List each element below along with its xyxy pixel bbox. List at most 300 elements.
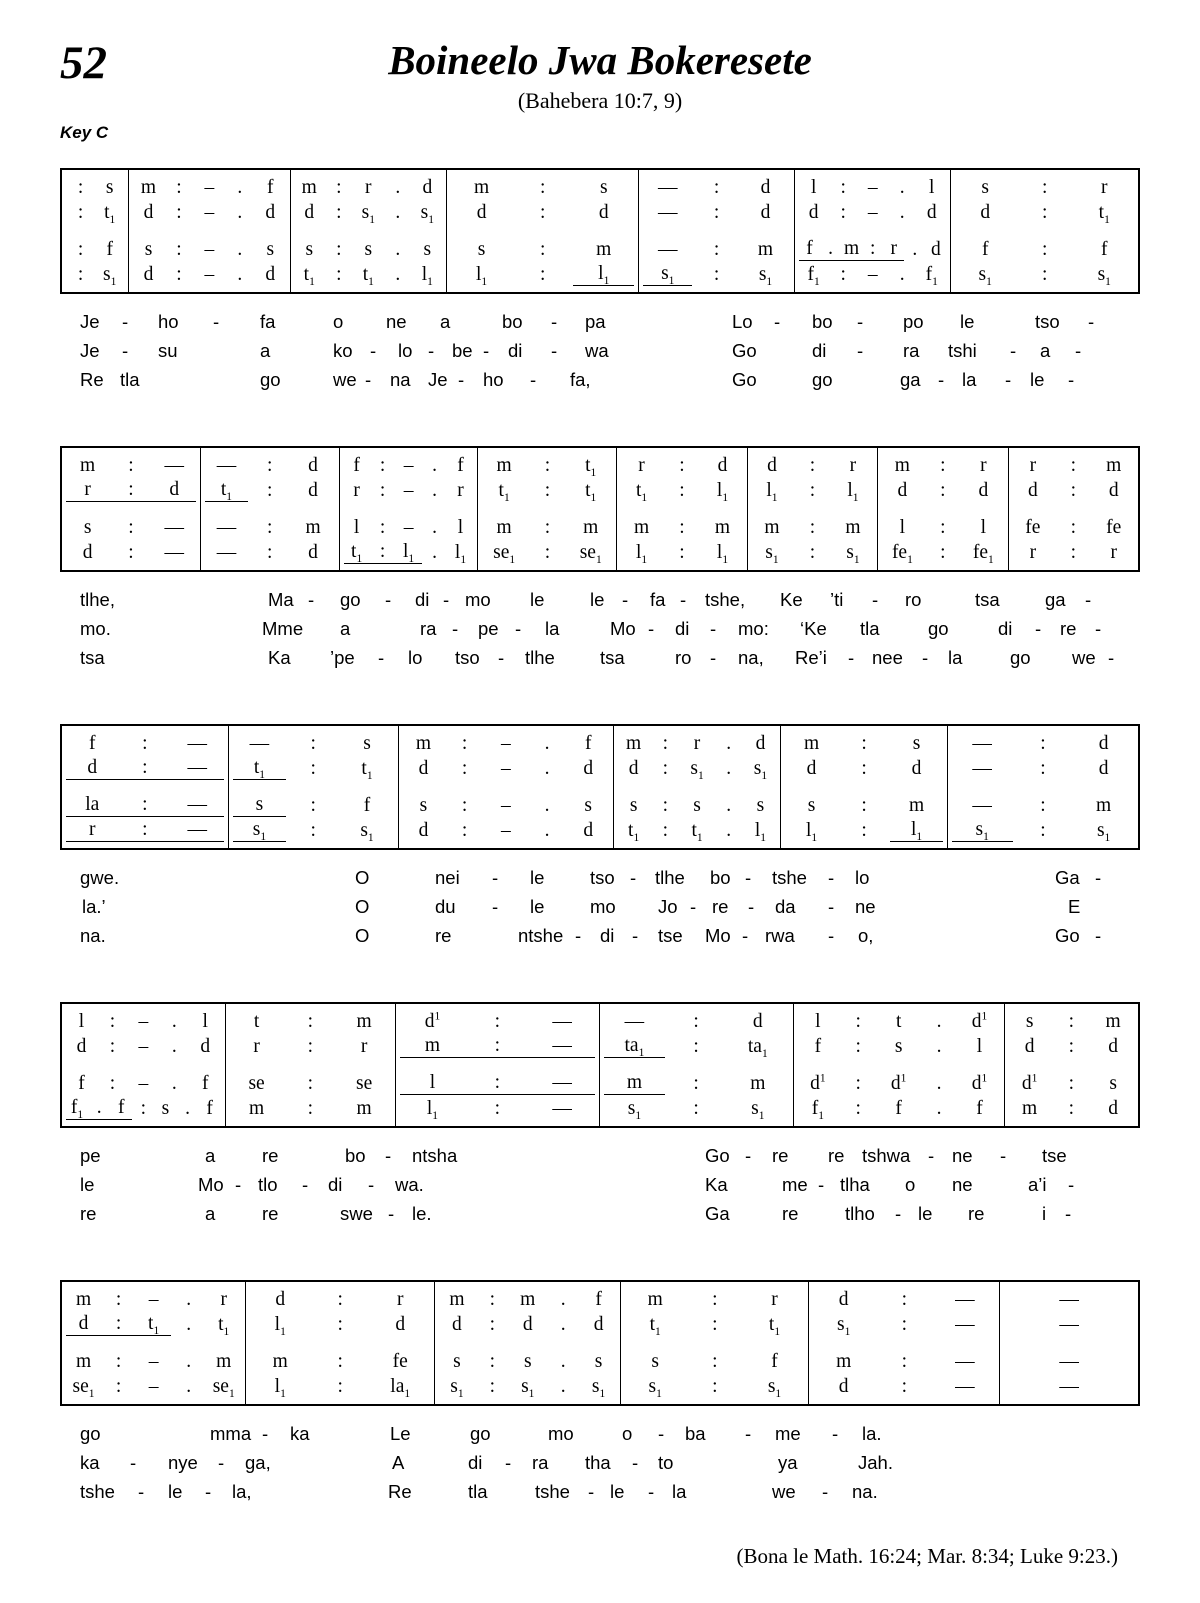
solfa-token: : <box>310 820 316 841</box>
lyric-syllable: ne <box>952 1174 973 1195</box>
lyric-line-verse-2 <box>60 1452 1140 1481</box>
solfa-token: f <box>595 1289 602 1310</box>
solfa-token: $s_1$ <box>846 542 860 566</box>
solfa-token: — <box>530 1035 595 1058</box>
solfa-token: m <box>583 517 599 538</box>
solfa-token: : <box>712 1351 718 1372</box>
solfa-token: : <box>336 202 342 223</box>
solfa-token: f <box>353 455 360 476</box>
lyric-syllable: - <box>551 311 558 332</box>
lyric-syllable: - <box>308 589 315 610</box>
solfa-token: : <box>544 455 551 476</box>
lyric-syllable: di <box>675 618 690 639</box>
voice-line-tenor <box>205 514 335 539</box>
solfa-token: s <box>599 177 608 198</box>
solfa-token: : <box>679 517 685 538</box>
measure <box>809 1282 1000 1404</box>
voice-line-bass <box>482 539 612 564</box>
lyric-syllable: - <box>632 925 639 946</box>
solfa-token: $l_1$ <box>805 820 818 844</box>
voice-pair-gap <box>752 502 873 514</box>
solfa-token: — <box>164 455 184 476</box>
key-signature: Key C <box>60 123 109 143</box>
solfa-token: – <box>138 1036 149 1057</box>
lyric-syllable: - <box>515 618 522 639</box>
solfa-token: . <box>936 1011 942 1032</box>
solfa-token: – <box>148 1351 159 1372</box>
voice-line-alto <box>785 755 943 780</box>
solfa-token: . <box>395 202 401 223</box>
solfa-token: $l_1$ <box>426 1098 439 1122</box>
lyric-syllable: - <box>828 896 835 917</box>
solfa-token: m <box>894 455 910 476</box>
lyric-syllable: ga <box>900 369 921 390</box>
solfa-token: . <box>171 1011 177 1032</box>
lyric-syllable: ya <box>778 1452 798 1473</box>
solfa-token: $l_1$ <box>476 264 488 288</box>
voice-line-bass <box>798 1095 1000 1120</box>
solfa-token: la <box>66 794 119 817</box>
lyric-syllable: tshi <box>948 340 977 361</box>
solfa-token: l <box>980 517 987 538</box>
solfa-token: — <box>972 758 992 779</box>
solfa-token: f <box>267 177 274 198</box>
solfa-token: m <box>757 239 774 260</box>
solfa-token: : <box>1042 177 1048 198</box>
lyric-syllable: di <box>600 925 615 946</box>
solfa-token: d <box>1027 480 1038 501</box>
solfa-token: d <box>76 1036 87 1057</box>
lyric-syllable: - <box>1095 925 1102 946</box>
voice-line-bass <box>643 261 790 286</box>
voice-line-soprano <box>799 174 947 199</box>
solfa-token: d <box>755 733 766 754</box>
solfa-token: d <box>143 264 154 285</box>
lyric-syllable: ka <box>80 1452 100 1473</box>
voice-line-bass <box>295 261 443 286</box>
measure <box>621 1282 809 1404</box>
solfa-token: s <box>233 794 287 817</box>
solfa-token: $t_1$ <box>635 480 648 504</box>
solfa-token: — <box>530 1072 595 1095</box>
voice-line-tenor <box>66 1348 241 1373</box>
solfa-token: $s_1$ <box>751 1098 765 1122</box>
lyric-syllable: ne <box>386 311 407 332</box>
voice-line-soprano <box>233 730 394 755</box>
voice-line-tenor <box>400 1070 595 1095</box>
voice-pair-gap <box>66 1058 221 1070</box>
voice-pair-gap <box>799 224 947 236</box>
solfa-token: f <box>981 239 989 260</box>
solfa-token: $l_1$ <box>274 1314 286 1338</box>
voice-line-alto <box>439 1311 616 1336</box>
lyric-syllable: re <box>435 925 452 946</box>
solfa-token: . <box>88 1097 110 1120</box>
solfa-token: d <box>452 1314 462 1335</box>
solfa-token: – <box>403 455 414 476</box>
voice-line-bass <box>66 1373 241 1398</box>
solfa-token: s <box>477 239 486 260</box>
lyric-syllable: - <box>505 1452 512 1473</box>
solfa-token: – <box>403 480 414 501</box>
voice-line-alto <box>882 477 1003 502</box>
solfa-token: $t_1$ <box>585 455 597 479</box>
solfa-token: d <box>897 480 908 501</box>
solfa-token: $se_1$ <box>493 542 516 566</box>
measure <box>794 1004 1005 1126</box>
solfa-token: $t_1$ <box>691 820 703 844</box>
lyric-syllable: nye <box>168 1452 198 1473</box>
lyric-syllable: di <box>998 618 1013 639</box>
lyric-syllable: Je <box>80 340 100 361</box>
solfa-token: — <box>955 1351 975 1372</box>
measure <box>447 170 639 292</box>
lyric-syllable: - <box>928 1145 935 1166</box>
lyric-syllable: re <box>1060 618 1077 639</box>
voice-line-bass <box>66 261 124 286</box>
lyric-syllable: la <box>948 647 963 668</box>
solfa-token: d <box>1098 733 1109 754</box>
lyric-syllable: Ka <box>268 647 291 668</box>
lyric-syllable: le <box>610 1481 625 1502</box>
solfa-token: f <box>814 1036 822 1057</box>
lyric-syllable: Je <box>428 369 448 390</box>
voice-line-tenor <box>233 792 394 817</box>
solfa-token: m <box>841 238 862 261</box>
solfa-token: $s_1$ <box>765 542 779 566</box>
solfa-token: : <box>267 480 273 501</box>
lyric-syllable: - <box>848 647 855 668</box>
solfa-token: . <box>186 1376 192 1397</box>
solfa-token: — <box>164 517 184 538</box>
solfa-token: : <box>679 542 685 563</box>
solfa-token: . <box>237 177 243 198</box>
lyric-syllable: gwe. <box>80 867 120 888</box>
solfa-token: : <box>267 517 273 538</box>
lyric-syllable: mo: <box>738 618 769 639</box>
solfa-token: — <box>972 733 992 754</box>
solfa-token: – <box>867 177 878 198</box>
lyric-syllable: - <box>658 1423 665 1444</box>
solfa-token: : <box>713 239 720 260</box>
lyric-syllable: - <box>302 1174 309 1195</box>
lyric-syllable: Jo <box>658 896 678 917</box>
solfa-token: : <box>310 758 316 779</box>
lyric-syllable: di <box>415 589 430 610</box>
lyric-syllable: bo <box>812 311 833 332</box>
lyric-syllable: la. <box>862 1423 882 1444</box>
solfa-token: — <box>657 177 678 198</box>
measure <box>878 448 1008 570</box>
voice-line-tenor <box>403 792 609 817</box>
solfa-token: $f_1$ <box>807 264 820 288</box>
solfa-token: — <box>164 542 184 563</box>
lyric-syllable: tla <box>468 1481 488 1502</box>
solfa-token: f <box>201 1073 209 1094</box>
lyric-syllable: E <box>1068 896 1081 917</box>
solfa-token: . <box>544 733 550 754</box>
lyric-syllable: na <box>390 369 411 390</box>
voice-line-bass <box>66 817 224 842</box>
lyric-syllable: la <box>545 618 560 639</box>
lyric-syllable: tlhe, <box>80 589 115 610</box>
solfa-token: f <box>206 1098 213 1119</box>
solfa-token: d <box>66 1313 101 1336</box>
lyric-syllable: tsa <box>600 647 625 668</box>
solfa-token: : <box>679 455 685 476</box>
lyric-syllable: - <box>452 618 459 639</box>
solfa-token: — <box>216 542 237 563</box>
music-area <box>60 168 1140 1550</box>
lyric-syllable: tso <box>590 867 615 888</box>
lyrics-block-2 <box>60 572 1140 716</box>
solfa-token: s <box>584 795 592 816</box>
lyric-syllable: la <box>672 1481 687 1502</box>
voice-line-alto <box>799 199 947 224</box>
solfa-token: $t_1$ <box>218 1314 230 1338</box>
voice-line-alto <box>230 1033 391 1058</box>
lyric-syllable: ro <box>675 647 692 668</box>
lyric-syllable: - <box>648 1481 655 1502</box>
solfa-token: f <box>78 1073 85 1094</box>
lyric-syllable: ra <box>903 340 920 361</box>
solfa-token: s <box>894 1036 903 1057</box>
lyric-syllable: - <box>368 1174 375 1195</box>
lyric-syllable: - <box>492 867 499 888</box>
voice-line-soprano <box>400 1008 595 1033</box>
lyric-syllable: - <box>828 867 835 888</box>
lyric-syllable: mo <box>590 896 616 917</box>
solfa-token: s <box>305 239 314 260</box>
solfa-token: : <box>855 1011 861 1032</box>
solfa-token: : <box>337 1314 343 1335</box>
solfa-token: : <box>307 1073 314 1094</box>
solfa-token: — <box>171 794 224 817</box>
solfa-token: – <box>500 795 511 816</box>
voice-pair-gap <box>952 780 1134 792</box>
solfa-token: $s_1$ <box>521 1376 535 1400</box>
solfa-token: d <box>418 758 429 779</box>
lyric-syllable: ne <box>952 1145 973 1166</box>
voice-line-tenor <box>785 792 943 817</box>
lyric-line-verse-1 <box>60 589 1140 618</box>
measure <box>795 170 952 292</box>
solfa-token: : <box>1040 795 1046 816</box>
lyric-syllable: tlho <box>845 1203 875 1224</box>
solfa-token: se <box>248 1073 265 1094</box>
lyric-syllable: re <box>828 1145 845 1166</box>
lyric-syllable: tha <box>585 1452 611 1473</box>
lyric-syllable: ho <box>483 369 504 390</box>
lyric-syllable: wa. <box>395 1174 424 1195</box>
solfa-token: : <box>1068 1036 1075 1057</box>
solfa-token: — <box>1059 1376 1079 1397</box>
voice-line-alto <box>66 199 124 224</box>
solfa-token: — <box>216 517 237 538</box>
solfa-token: $t_1$ <box>649 1314 661 1338</box>
measure <box>62 1282 246 1404</box>
solfa-token: : <box>142 733 148 754</box>
voice-line-soprano <box>439 1286 616 1311</box>
voice-line-tenor <box>66 1070 221 1095</box>
voice-line-alto <box>205 477 335 502</box>
lyric-syllable: we <box>333 369 357 390</box>
voice-line-alto <box>955 199 1134 224</box>
solfa-token: $d^1$ <box>1021 1072 1038 1094</box>
solfa-token: – <box>204 239 215 260</box>
lyric-syllable: Mo <box>198 1174 224 1195</box>
solfa-token: : <box>809 542 816 563</box>
solfa-token: l <box>929 177 935 198</box>
lyric-syllable: a <box>205 1203 216 1224</box>
solfa-token: s <box>756 795 765 816</box>
solfa-token: : <box>1040 820 1046 841</box>
voice-pair-gap <box>618 780 776 792</box>
solfa-token: $t_1$ <box>104 202 116 226</box>
solfa-token: : <box>809 455 816 476</box>
solfa-token: : <box>109 1036 116 1057</box>
solfa-token: d <box>980 202 991 223</box>
solfa-token: d <box>838 1289 849 1310</box>
solfa-token: d <box>275 1289 286 1310</box>
lyric-syllable: tlo <box>258 1174 278 1195</box>
lyric-syllable: - <box>235 1174 242 1195</box>
voice-pair-gap <box>451 224 634 236</box>
lyric-syllable: be <box>452 340 473 361</box>
lyric-syllable: ntshe <box>518 925 564 946</box>
voice-line-alto <box>66 1033 221 1058</box>
lyric-syllable: pa <box>585 311 606 332</box>
measure <box>435 1282 621 1404</box>
lyric-syllable: tlhe <box>525 647 555 668</box>
lyric-syllable: - <box>922 647 929 668</box>
lyric-syllable: mo <box>548 1423 574 1444</box>
solfa-token: . <box>560 1289 566 1310</box>
solfa-token: : <box>101 1313 136 1336</box>
solfa-token: — <box>624 1011 645 1032</box>
voice-line-alto <box>66 1311 241 1336</box>
lyric-syllable: o, <box>858 925 874 946</box>
voice-line-tenor <box>955 236 1134 261</box>
voice-line-bass <box>451 261 634 286</box>
lyric-syllable: po <box>903 311 924 332</box>
solfa-token: $se_1$ <box>212 1376 235 1400</box>
voice-pair-gap <box>1013 502 1134 514</box>
voice-line-tenor <box>813 1348 995 1373</box>
solfa-token: d <box>767 455 777 476</box>
lyric-syllable: - <box>1000 1145 1007 1166</box>
solfa-token: $s_1$ <box>952 819 1013 842</box>
solfa-token: r <box>360 1036 368 1057</box>
solfa-token: s <box>1109 1073 1117 1094</box>
lyric-syllable: Ga <box>705 1203 730 1224</box>
lyric-syllable: Lo <box>732 311 753 332</box>
lyric-syllable: a <box>1040 340 1051 361</box>
solfa-token: s <box>807 795 816 816</box>
voice-line-soprano <box>618 730 776 755</box>
solfa-token: — <box>552 1098 572 1119</box>
solfa-token: $l_1$ <box>716 542 729 566</box>
solfa-token: : <box>1040 733 1046 754</box>
solfa-token: $t_1$ <box>498 480 510 504</box>
voice-line-tenor <box>250 1348 430 1373</box>
lyric-syllable: tshe <box>80 1481 115 1502</box>
solfa-token: $s_1$ <box>1097 264 1111 288</box>
lyric-syllable: re <box>772 1145 789 1166</box>
solfa-token: s <box>363 733 371 754</box>
lyric-syllable: go <box>928 618 949 639</box>
lyric-syllable: na. <box>852 1481 878 1502</box>
solfa-token: d <box>1098 758 1109 779</box>
voice-line-tenor <box>621 514 742 539</box>
lyric-syllable: - <box>122 311 129 332</box>
solfa-token: : <box>1068 1073 1075 1094</box>
voice-line-bass <box>400 1095 595 1120</box>
solfa-token: — <box>972 795 992 816</box>
voice-line-tenor <box>882 514 1003 539</box>
voice-line-soprano <box>752 452 873 477</box>
solfa-token: m <box>356 1098 372 1119</box>
solfa-token: s <box>523 1351 532 1372</box>
solfa-token: m <box>1022 1098 1038 1119</box>
lyric-syllable: ba <box>685 1423 706 1444</box>
solfa-token: d <box>911 758 922 779</box>
voice-pair-gap <box>66 1336 241 1348</box>
lyric-syllable: le <box>168 1481 183 1502</box>
lyric-syllable: - <box>1035 618 1042 639</box>
solfa-token: . <box>544 758 550 779</box>
lyric-syllable: - <box>748 896 755 917</box>
solfa-token: s <box>912 733 921 754</box>
solfa-token: m <box>496 517 512 538</box>
solfa-token: m <box>75 1289 92 1310</box>
solfa-token: : <box>901 1376 907 1397</box>
measure <box>951 170 1138 292</box>
lyric-syllable: me <box>775 1423 801 1444</box>
voice-pair-gap <box>439 1336 616 1348</box>
voice-line-bass <box>403 817 609 842</box>
solfa-token: : <box>337 1376 343 1397</box>
solfa-token: : <box>901 1289 907 1310</box>
lyric-syllable: Re <box>388 1481 412 1502</box>
measure <box>614 726 781 848</box>
solfa-token: . <box>726 795 732 816</box>
solfa-token: : <box>940 517 946 538</box>
solfa-token: f <box>976 1098 983 1119</box>
solfa-token: $f_1$ <box>811 1098 824 1122</box>
solfa-token: : <box>862 238 883 261</box>
solfa-token: : <box>128 542 134 563</box>
solfa-token: t <box>253 1011 260 1032</box>
solfa-token: m <box>272 1351 288 1372</box>
voice-line-alto <box>1004 1311 1134 1336</box>
solfa-token: m <box>626 733 642 754</box>
solfa-token: : <box>109 1011 116 1032</box>
lyric-syllable: - <box>832 1423 839 1444</box>
voice-pair-gap <box>955 224 1134 236</box>
lyric-syllable: a <box>440 311 451 332</box>
voice-line-soprano <box>798 1008 1000 1033</box>
lyric-syllable: mo. <box>80 618 111 639</box>
lyric-syllable: - <box>822 1481 829 1502</box>
lyric-syllable: Go <box>1055 925 1080 946</box>
measure <box>600 1004 794 1126</box>
solfa-token: — <box>955 1289 975 1310</box>
lyric-syllable: re <box>80 1203 97 1224</box>
voice-line-alto <box>295 199 443 224</box>
lyric-syllable: go <box>80 1423 101 1444</box>
solfa-token: r <box>1029 542 1037 563</box>
